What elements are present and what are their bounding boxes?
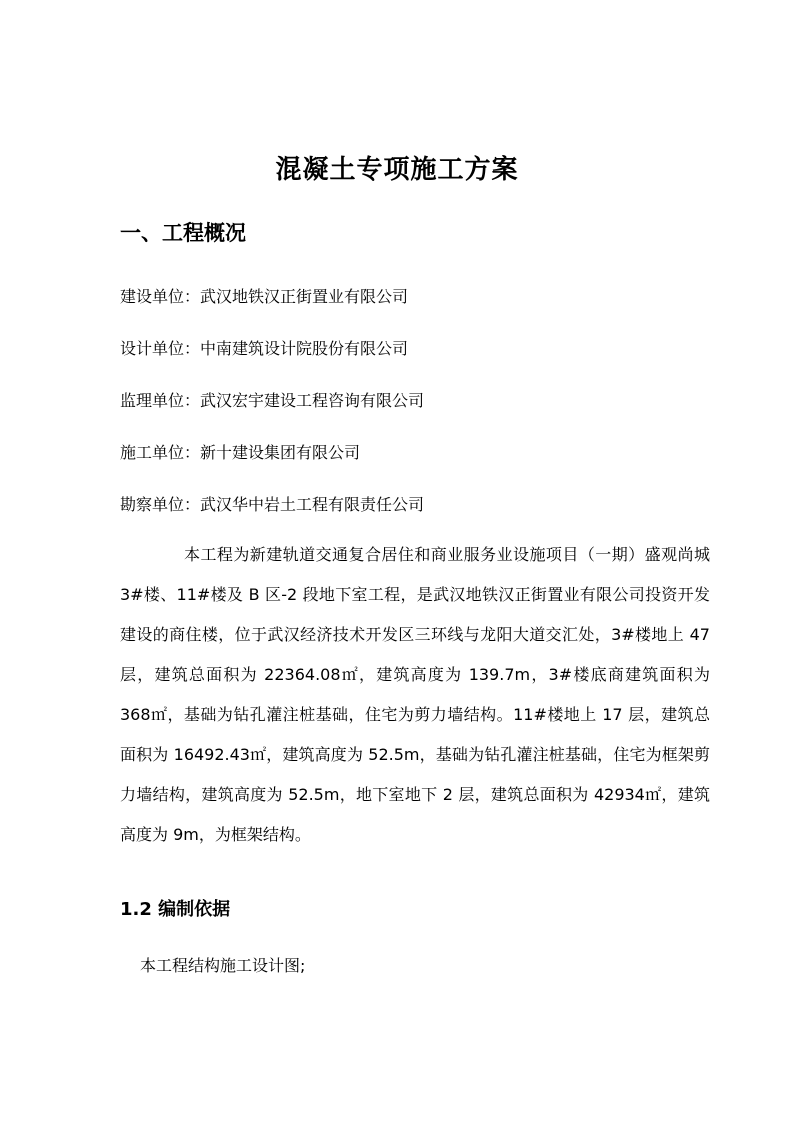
info-row-supervision-unit bbox=[120, 389, 424, 413]
info-value: 中南建筑设计院股份有限公司 bbox=[200, 339, 409, 358]
info-value: 武汉地铁汉正街置业有限公司 bbox=[200, 287, 409, 306]
document-title: 混凝土专项施工方案 bbox=[275, 155, 519, 185]
info-value: 新十建设集团有限公司 bbox=[200, 443, 361, 462]
info-value: 武汉华中岩土工程有限责任公司 bbox=[200, 495, 425, 514]
section-heading-basis: 1.2 编制依据 bbox=[120, 899, 231, 920]
info-label: 勘察单位： bbox=[120, 495, 201, 514]
basis-item: 本工程结构施工设计图; bbox=[140, 956, 306, 975]
info-row-construction-unit bbox=[120, 285, 408, 309]
section-heading-overview: 一、工程概况 bbox=[120, 220, 246, 245]
info-label: 设计单位： bbox=[120, 339, 201, 358]
info-label: 监理单位： bbox=[120, 391, 201, 410]
info-row-contractor-unit bbox=[120, 441, 360, 465]
overview-paragraph: 本工程为新建轨道交通复合居住和商业服务业设施项目（一期）盛观尚城 3#楼、11#楼及 B 区-2 段地下室工程，是武汉地铁汉正街置业有限公司投资开发建设的商住楼，位于武汉经济技术开发区三环线与龙阳大道交汇处，3#楼地上 47 层，建筑总面积为 22364.08㎡，建筑高度为 139.7m，3#楼底商建筑面积为 368㎡，基础为钻孔灌注桩基础，住宅为剪力墙结构。11#楼地上 17 层，建筑总面积为 16492.43㎡，建筑高度为 52.5m，基础为钻孔灌注桩基础，住宅为框架剪力墙结构，建筑高度为 52.5m，地下室地下 2 层，建筑总面积为 42934㎡，建筑高度为 9m，为框架结构。 bbox=[120, 545, 710, 844]
info-row-survey-unit bbox=[120, 493, 424, 517]
info-value: 武汉宏宇建设工程咨询有限公司 bbox=[200, 391, 425, 410]
info-label: 施工单位： bbox=[120, 443, 201, 462]
info-row-design-unit bbox=[120, 337, 408, 361]
info-label: 建设单位： bbox=[120, 287, 201, 306]
